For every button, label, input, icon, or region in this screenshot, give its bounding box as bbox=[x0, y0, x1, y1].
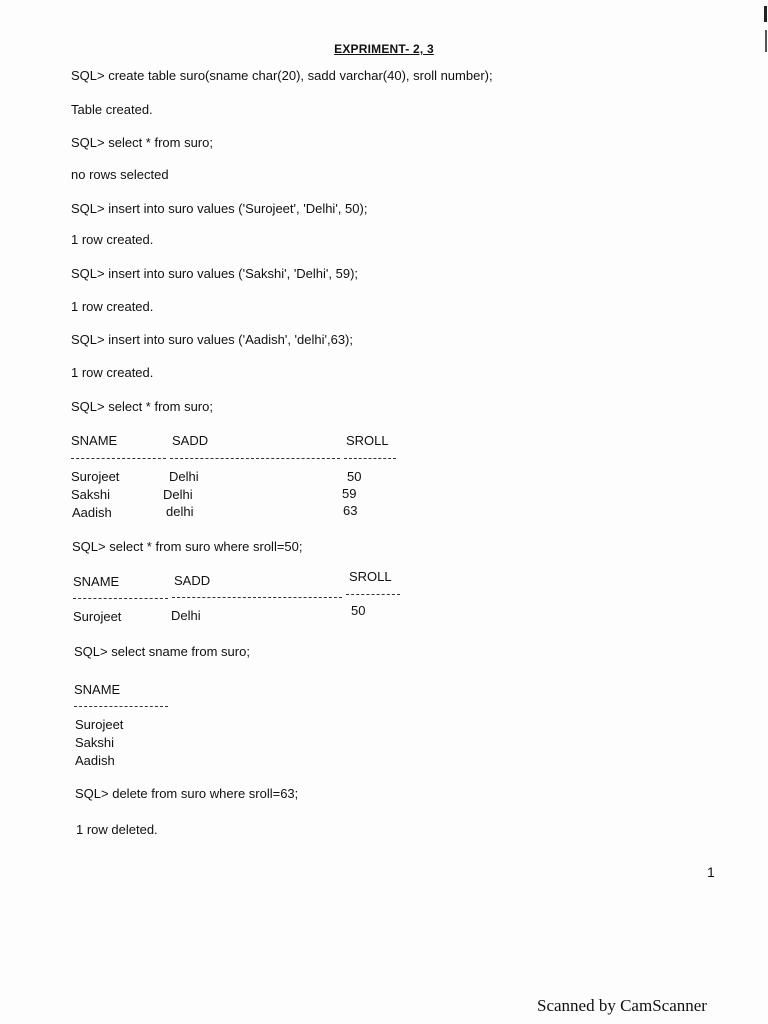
table-cell: Surojeet bbox=[75, 717, 124, 732]
divider bbox=[346, 594, 400, 595]
table-cell: 50 bbox=[351, 603, 366, 618]
insert-result-3: 1 row created. bbox=[71, 365, 154, 380]
table-cell: Sakshi bbox=[71, 487, 111, 502]
column-header-sname: SNAME bbox=[73, 574, 120, 589]
delete-result: 1 row deleted. bbox=[76, 822, 158, 837]
create-table-command: SQL> create table suro(sname char(20), sadd varchar(40), sroll number); bbox=[71, 68, 493, 83]
column-header-sname: SNAME bbox=[74, 682, 121, 697]
column-header-sroll: SROLL bbox=[349, 569, 392, 584]
divider bbox=[172, 597, 342, 598]
page-number: 1 bbox=[707, 864, 715, 880]
table-cell: Delhi bbox=[169, 469, 199, 484]
select-all-command: SQL> select * from suro; bbox=[71, 399, 213, 414]
table-cell: 59 bbox=[342, 486, 357, 501]
table-cell: Aadish bbox=[75, 753, 115, 768]
table-cell: Sakshi bbox=[75, 735, 115, 750]
create-result: Table created. bbox=[71, 102, 153, 117]
table-cell: Delhi bbox=[171, 608, 201, 623]
select-result: no rows selected bbox=[71, 167, 169, 182]
column-header-sname: SNAME bbox=[71, 433, 118, 448]
divider bbox=[74, 706, 168, 707]
column-header-sroll: SROLL bbox=[346, 433, 389, 448]
select-command: SQL> select * from suro; bbox=[71, 135, 213, 150]
select-where-command: SQL> select * from suro where sroll=50; bbox=[72, 539, 303, 554]
table-cell: Delhi bbox=[163, 487, 193, 502]
divider bbox=[170, 458, 340, 459]
insert-result-2: 1 row created. bbox=[71, 299, 154, 314]
table-cell: 63 bbox=[343, 503, 358, 518]
insert-command-3: SQL> insert into suro values ('Aadish', 'delhi',63); bbox=[71, 332, 353, 347]
divider bbox=[344, 458, 396, 459]
insert-result-1: 1 row created. bbox=[71, 232, 154, 247]
scanner-watermark: Scanned by CamScanner bbox=[537, 996, 707, 1015]
column-header-sadd: SADD bbox=[174, 573, 211, 588]
scan-edge-mark bbox=[765, 30, 767, 52]
table-cell: 50 bbox=[347, 469, 362, 484]
table-cell: delhi bbox=[166, 504, 194, 519]
table-cell: Aadish bbox=[72, 505, 112, 520]
select-sname-command: SQL> select sname from suro; bbox=[74, 644, 250, 659]
table-cell: Surojeet bbox=[73, 609, 122, 624]
insert-command-1: SQL> insert into suro values ('Surojeet', 'Delhi', 50); bbox=[71, 201, 368, 216]
table-cell: Surojeet bbox=[71, 469, 120, 484]
insert-command-2: SQL> insert into suro values ('Sakshi', 'Delhi', 59); bbox=[71, 266, 359, 281]
divider bbox=[73, 598, 168, 599]
divider bbox=[71, 458, 166, 459]
scan-edge-mark bbox=[764, 6, 767, 22]
page-title: EXPRIMENT- 2, 3 bbox=[334, 42, 434, 56]
delete-command: SQL> delete from suro where sroll=63; bbox=[75, 786, 299, 801]
column-header-sadd: SADD bbox=[172, 433, 209, 448]
